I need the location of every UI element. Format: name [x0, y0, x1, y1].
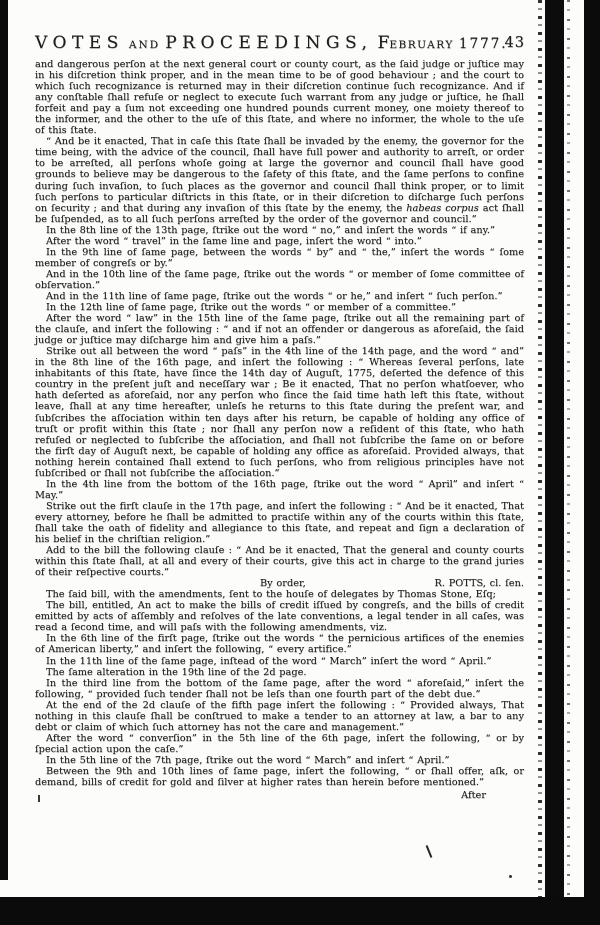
- scan-edge-right: [584, 0, 600, 925]
- paragraph: [35, 600, 524, 633]
- text-segment: In the 4th line from the bottom of the 16th page, ſtrike out the word “ April” and inſert “ May.”: [35, 478, 524, 501]
- ink-speck: [426, 845, 433, 858]
- ink-speck: [509, 875, 512, 878]
- text-segment: and dangerous perſon at the next general court or county court, as the ſaid judge or juſtice may in his diſcretion think proper, and in the mean time to be of good behaviour ; and the court to which ſuch recognizance is returned may in their diſcretion continue ſuch recognizance. And if any conſtable ſhall refuſe or neglect to execute ſuch warrant from any judge or juſtice, he ſhall forfeit and pay a ſum not exceeding one hundred pounds current money, one moiety thereof to the informer, and the other to the uſe of this ſtate, and where no informer, the whole to the uſe of this ſtate.: [35, 59, 524, 137]
- text-segment: The bill, entitled, An act to make the bills of credit iſſued by congreſs, and the bills of credit emitted by acts of aſſembly and reſolves of the late conventions, a legal tender in all caſes, was read a ſecond time, and will paſs with the following amendments, viz.: [35, 600, 524, 634]
- page-number: 43: [504, 35, 525, 51]
- paragraph: [35, 755, 524, 766]
- paragraph: [35, 700, 524, 733]
- title-word-and: AND: [128, 39, 161, 51]
- text-segment: And in the 10th line of the ſame page, ſtrike out the words “ or member of ſome committee of obſervation.”: [35, 268, 524, 291]
- text-segment: “ And be it enacted, That in caſe this ſtate ſhall be invaded by the enemy, the governor for the time being, with the advice of the council, ſhall have full power and authority to arreſt, or order to be arreſted, all perſons whoſe going at large the governor and council ſhall have good grounds to believe may be dangerous to the ſafety of this ſtate, and the ſame perſons to confine during ſuch invaſion, to ſuch places as the governor and council ſhall think proper, or to limit ſuch perſons to particular diſtricts in this ſtate, or in their diſcretion to diſcharge ſuch perſons on ſecurity ; and that during any invaſion of this ſtate by the enemy, the: [35, 136, 524, 214]
- page-title: [35, 33, 525, 53]
- text-segment: In the 8th line of the 13th page, ſtrike out the word “ no,” and inſert the words “ if any.”: [46, 224, 496, 236]
- by-order-label: By order,: [260, 578, 306, 590]
- page-header: [35, 33, 525, 55]
- paragraph: [35, 291, 524, 302]
- text-segment: act ſhall be ſuſpended, as to all ſuch perſons arreſted by the order of the governor and council.”: [35, 202, 525, 225]
- text-segment: And in the 11th line of ſame page, ſtrike out the words “ or he,” and inſert “ ſuch perſon.”: [46, 290, 503, 302]
- paragraph: [35, 136, 524, 224]
- paragraph: [35, 346, 524, 479]
- text-segment: Between the 9th and 10th lines of ſame page, inſert the following, “ or ſhall offer, aſk, or demand, bills of credit for gold and ſilver at higher rates than herein before mentioned.”: [35, 766, 524, 789]
- text-segment: In the third line from the bottom of the ſame page, after the word “ aforeſaid,” inſert the following, “ provided ſuch tender ſhall not be leſs than one fourth part of the debt due.”: [35, 677, 524, 700]
- scan-edge-left: [0, 0, 8, 880]
- italic-phrase: habeas corpus: [406, 202, 479, 214]
- text-segment: In the 5th line of the 7th page, ſtrike out the word “ March” and inſert “ April.”: [46, 754, 450, 766]
- text-segment: In the 6th line of the firſt page, ſtrike out the words “ the pernicious artifices of the enemies of American liberty,” and inſert the following, “ every artifice.”: [35, 633, 524, 656]
- text-segment: Strike out all between the word “ paſs” in the 4th line of the 14th page, and the word “ and” in the 8th line of the 16th page, and inſert the following : “ Whereas ſeveral perſons, late inhabitants of this ſtate, have ſince the 14th day of Auguſt, 1775, deſerted the defence of this country in the preſent juſt and neceſſary war ; Be it enacted, That no perſon whatſoever, who hath deſerted as aforeſaid, nor any perſon who ſince the ſaid time hath left this ſtate, without leave, ſhall at any time hereafter, unleſs he returns to this ſtate during the preſent war, and ſubſcribes the aſſociation within ten days after his return, be capable of holding any office of truſt or profit within this ſtate ; nor ſhall any perſon now a reſident of this ſtate, who hath refuſed or neglected to ſubſcribe the aſſociation, and ſhall not ſubſcribe the ſame on or before the firſt day of Auguſt next, be capable of holding any office as aforeſaid. Provided always, that nothing herein contained ſhall extend to ſuch perſons, who from religious principles have not ſubſcribed or ſhall not ſubſcribe the aſſociation.”: [35, 346, 524, 479]
- torn-paper-edge: [538, 0, 542, 897]
- torn-paper-edge-2: [567, 0, 570, 897]
- text-segment: At the end of the 2d clauſe of the fifth page inſert the following : “ Provided always, That nothing in this clauſe ſhall be conſtrued to make a tender to an attorney at law, a bar to any debt or claim of which ſuch attorney has not the care and management.”: [35, 699, 524, 733]
- text-segment: In the 9th line of ſame page, between the words “ by” and “ the,” inſert the words “ ſome member of congreſs or by.”: [35, 246, 524, 269]
- paragraph: [35, 667, 524, 678]
- text-segment: After the word “ travel” in the ſame line and page, inſert the word “ into.”: [46, 235, 422, 247]
- paragraph: [35, 656, 524, 667]
- text-segment: After the word “ converſion” in the 5th line of the 6th page, inſert the following, “ or by ſpecial action upon the caſe.”: [35, 732, 524, 755]
- paragraph: [35, 225, 524, 236]
- paragraph: [35, 589, 524, 600]
- text-segment: The ſaid bill, with the amendments, ſent to the houſe of delegates by Thomas Stone, Eſq;: [46, 589, 496, 601]
- clerk-signature: R. POTTS, cl. ſen.: [434, 578, 524, 590]
- paragraph: [35, 236, 524, 247]
- text-block: [35, 59, 524, 801]
- paragraph: [35, 302, 524, 313]
- title-word-proceedings: PROCEEDINGS,: [165, 33, 373, 53]
- title-word-votes: VOTES: [35, 33, 124, 53]
- title-month: [378, 33, 454, 52]
- paragraph: [35, 766, 524, 788]
- text-segment: Add to the bill the following clauſe : “ And be it enacted, That the general and county courts within this ſtate ſhall, at all and every of their courts, give this act in charge to the grand juries of their reſpective courts.”: [35, 545, 524, 579]
- text-segment: The ſame alteration in the 19th line of the 2d page.: [46, 666, 307, 678]
- paragraph: [35, 313, 524, 346]
- title-month-rest: EBRUARY: [389, 39, 454, 51]
- text-segment: In the 12th line of ſame page, ſtrike out the words “ or member of a committee.”: [46, 302, 456, 314]
- text-segment: In the 11th line of the ſame page, inſtead of the word “ March” inſert the word “ April.”: [46, 655, 492, 667]
- title-month-initial: F: [377, 33, 390, 53]
- text-segment: Strike out the firſt clauſe in the 17th page, and inſert the following : “ And be it enacted, That every attorney, before he ſhall be admitted to practiſe within any of the courts within this ſtate, ſhall take the oath of fidelity and allegiance to this ſtate, and repeat and ſign a declaration of his belief in the chriſtian religion.”: [35, 500, 524, 546]
- paragraph: [35, 59, 524, 136]
- signoff-row: [35, 578, 524, 589]
- catchword: After: [461, 790, 486, 802]
- paragraph: [35, 633, 524, 655]
- paragraph: [35, 678, 524, 700]
- paragraph: [35, 247, 524, 269]
- title-year: 1777.: [458, 36, 508, 52]
- catchword-row: [35, 790, 524, 801]
- paragraph: [35, 733, 524, 755]
- paragraph: [35, 545, 524, 578]
- paragraph: [35, 269, 524, 291]
- scan-edge-right-band: [545, 0, 564, 925]
- paragraph: [35, 501, 524, 545]
- scan-edge-bottom: [0, 897, 600, 925]
- paragraph: [35, 479, 524, 501]
- text-segment: After the word “ law” in the 15th line of the ſame page, ſtrike out all the remaining part of the clauſe, and inſert the following : “ and if not an offender or dangerous as aforeſaid, the ſaid judge or juſtice may diſcharge him and give him a paſs.”: [35, 313, 524, 347]
